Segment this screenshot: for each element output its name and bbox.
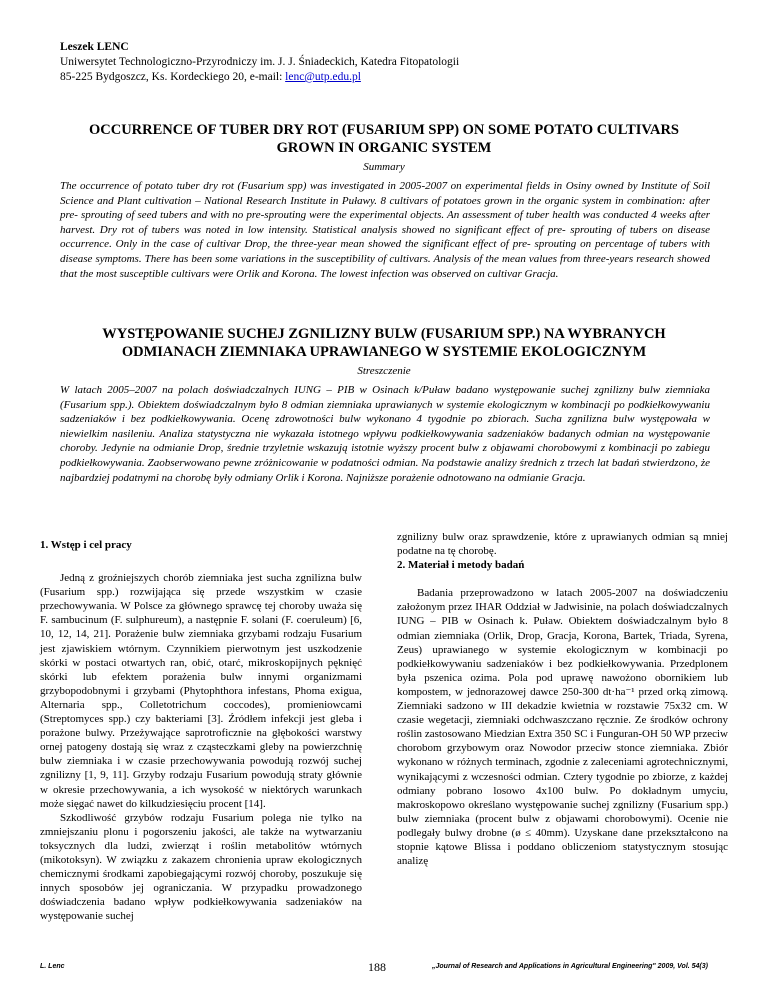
right-paragraph-0: zgnilizny bulw oraz sprawdzenie, które z uprawianych odmian są mniej podatne na tę chorobę.: [397, 531, 728, 558]
right-column: [397, 530, 728, 868]
section1-heading: 1. Wstęp i cel pracy: [40, 539, 132, 551]
english-summary: The occurrence of potato tuber dry rot (Fusarium spp) was investigated in 2005-2007 on experimental fields in Osiny owned by Institute of Soil Science and Plant cultivation – National Research Institute in Puławy. 8 cultivars of potatoes grown in the organic system in combination: after pre- sprouting of seed tubers and with no pre-sprouting were the experimental objects. An assessment of tuber health was conducted 4 weeks after harvest. Dry rot of tubers was noted in low intensity. Statistical analysis showed no significant effect of pre- sprouting of tubers on disease occurrence. Only in the case of cultivar Drop, the three-year mean showed the significant effect of pre- sprouting on percentage of tubers with disease symptoms. There has been some variations in the susceptibility of cultivars. Analysis of the mean values from three-years research showed that the most susceptible cultivars were Orlik and Korona. The lowest infection was observed on cultivar Gracja.: [60, 180, 710, 280]
address: [60, 70, 459, 85]
streszczenie-heading: Streszczenie: [357, 365, 411, 377]
page-number: 188: [368, 960, 386, 974]
left-column: [40, 538, 362, 923]
polish-title: [40, 325, 728, 361]
english-title: [40, 121, 728, 157]
section2-heading: 2. Materiał i metody badań: [397, 559, 525, 572]
polish-summary: W latach 2005–2007 na polach doświadczalnych IUNG – PIB w Osinach k/Puław badano występowanie suchej zgnilizny bulw ziemniaka (Fusarium spp.). Obiektem doświadczalnym było 8 odmian ziemniaka uprawianych w systemie ekologicznym w kombinacji po podkiełkowywaniu sadzeniaków i bez podkiełkowywania. Ocenę zdrowotności bulw wykonano 4 tygodnie po zbiorach. Sucha zgnilizna bulw występowała w niewielkim nasileniu. Analiza statystyczna nie wykazała istotnego wpływu podkiełkowywania sadzeniaków badanych odmian na występowanie choroby. Jedynie na odmianie Drop, średnie trzyletnie wskazują istotnie wyższy procent bulw z objawami chorobowymi z kombinacji po zabiegu podkiełkowywania. Zaobserwowano pewne zróżnicowanie w podatności odmian. Na podstawie analizy średnich z trzech lat badań stwierdzono, że najbardziej podatnymi na chorobę były odmiany Orlik i Korona. Najniższe porażenie odnotowano na odmianie Gracja.: [60, 384, 710, 484]
summary-heading: Summary: [363, 161, 405, 173]
affiliation: Uniwersytet Technologiczno-Przyrodniczy im. J. J. Śniadeckich, Katedra Fitopatologii: [60, 56, 460, 68]
right-paragraph-1: Badania przeprowadzono w latach 2005-2007 na doświadczeniu założonym przez IHAR Oddział w Jadwisinie, na polach doświadczalnych IUNG – PIB w Osinach k. Puław. Obiektem doświadczalnym było 8 odmian ziemniaka (Orlik, Drop, Gracja, Korona, Bartek, Triada, Syrena, Zeus) uprawianego w systemie ekologicznym w kombinacji po podkiełkowywaniu sadzeniaków i bez podkiełkowywania. Przedplonem była pszenica ozima. Pola pod uprawę nawożono obornikiem lub kompostem, w jednorazowej dawce 250-300 dt·ha⁻¹ przed orką zimową. Ziemniaki sadzono w III dekadzie kwietnia w rozstawie 75x32 cm. W czasie wegetacji, ziemniaki odchwaszczano ręcznie. Ze środków ochrony roślin zastosowano Miedzian Extra 350 SC i Funguran-OH 50 WP przeciw chorobom grzybowym oraz Nowodor przeciw stonce ziemniaka. Zbiór wykonano w różnych terminach, zgodnie z zaleceniami agrotechnicznymi, wynikającymi z wczesności odmian. Cztery tygodnie po zbiorze, z każdej odmiany pobrano losowo 4x100 bulw. Po dokładnym umyciu, makroskopowo określano występowanie suchej zgnilizny (Fusarium spp.) bulw ziemniaka (procent bulw z objawami chorobowymi). Ocenie nie podlegały bulwy drobne (ø ≤ 40mm). Uzyskane dane przekształcono na stopnie kątowe Blissa i poddano obliczeniom statystycznym stosując analizę: [397, 587, 728, 868]
english-title-line1: OCCURRENCE OF TUBER DRY ROT (FUSARIUM SPP) ON SOME POTATO CULTIVARS: [88, 122, 680, 138]
footer-journal: „Journal of Research and Applications in Agricultural Engineering" 2009, Vol. 54(3): [432, 963, 708, 970]
address-text: 85-225 Bydgoszcz, Ks. Kordeckiego 20, e-mail:: [60, 71, 286, 83]
left-paragraph-1: Jedną z groźniejszych chorób ziemniaka jest sucha zgnilizna bulw (Fusarium spp.) rozwijająca się przede wszystkim w czasie przechowywania. W Polsce za głównego sprawcę tej choroby uważa się F. sambucinum (F. sulphureum), a następnie F. solani (F. coeruleum) [6, 10, 12, 14, 21]. Porażenie bulw ziemniaka grzybami rodzaju Fusarium jest zjawiskiem wtórnym. Czynnikiem pierwotnym jest uszkodzenie skórki w postaci otwartych ran, obić, otarć, mikroskopijnych pęknięć skórki lub efektem porażenia bulw innymi organizmami grzybopodobnymi i grzybami (Phytophthora infestans, Phoma exigua, Alternaria spp., Colletotrichum coccodes), promieniowcami (Streptomyces spp.) czy bakteriami [3]. Źródłem infekcji jest gleba i porażone bulwy. Przeżywające saprotroficznie na głębokości warstwy ornej patogeny dostają się wraz z cząsteczkami gleby na powierzchnię bulw ziemniaka i w czasie przechowywania powodują rozwój suchej zgnilizny [1, 9, 11]. Grzyby rodzaju Fusarium powodują straty głównie w okresie przechowywania, a ich wysokość w niektórych warunkach może sięgać nawet do kilkudziesięciu procent [14].: [40, 572, 362, 810]
footer-author: L. Lenc: [40, 963, 65, 970]
author-name: Leszek LENC: [60, 41, 129, 53]
left-paragraph-2: Szkodliwość grzybów rodzaju Fusarium polega nie tylko na zmniejszaniu plonu i pogorszeniu jakości, ale także na wytwarzaniu toksycznych dla ludzi, zwierząt i roślin metabolitów wtórnych (mikotoksyn). W związku z zakazem chronienia upraw ekologicznych chemicznymi środkami zapobiegającymi rozwój choroby, poszukuje się innych sposobów jej ograniczania. W przypadku prowadzonego doświadczenia badano wpływ podkiełkowywania sadzeniaków na występowanie suchej: [40, 811, 362, 923]
email-link[interactable]: lenc@utp.edu.pl: [285, 71, 361, 83]
author-block: [60, 40, 459, 85]
polish-title-line2: ODMIANACH ZIEMNIAKA UPRAWIANEGO W SYSTEMIE EKOLOGICZNYM: [121, 344, 647, 360]
english-title-line2: GROWN IN ORGANIC SYSTEM: [276, 140, 492, 156]
polish-title-line1: WYSTĘPOWANIE SUCHEJ ZGNILIZNY BULW (FUSARIUM SPP.) NA WYBRANYCH: [102, 326, 666, 342]
